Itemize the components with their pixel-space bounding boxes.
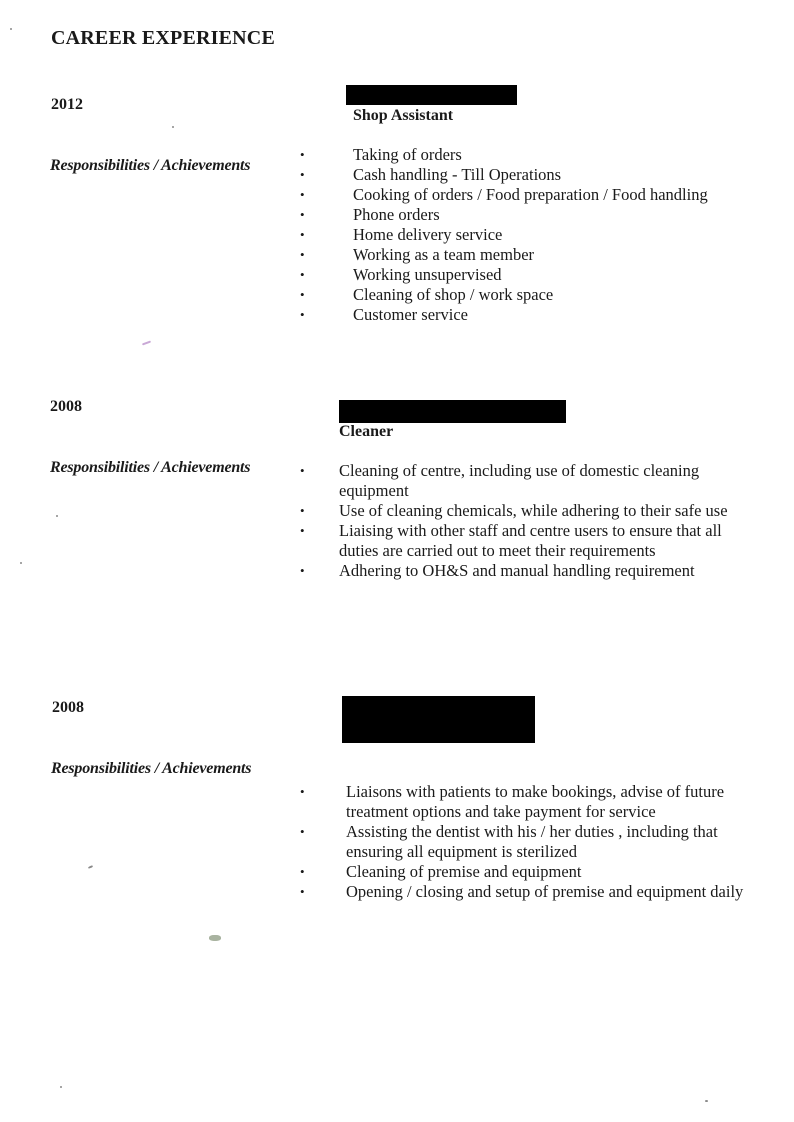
- scan-speck: [88, 865, 93, 869]
- duty-text: Cleaning of centre, including use of domestic cleaning equipment: [339, 461, 700, 500]
- duty-text: Cleaning of shop / work space: [353, 285, 554, 304]
- bullet-icon: •: [300, 287, 305, 302]
- bullet-icon: •: [300, 167, 305, 182]
- job-2-duties-list: [300, 461, 754, 581]
- job-2-year: 2008: [50, 398, 82, 415]
- duty-text: Adhering to OH&S and manual handling requirement: [339, 561, 695, 580]
- list-item: [300, 782, 774, 822]
- list-item: [300, 265, 773, 285]
- duty-text: Working unsupervised: [353, 265, 502, 284]
- list-item: [300, 561, 754, 581]
- scan-speck: [60, 1086, 62, 1088]
- list-item: [300, 461, 754, 501]
- bullet-icon: •: [300, 207, 305, 222]
- page-title: CAREER EXPERIENCE: [51, 27, 275, 49]
- bullet-icon: •: [300, 503, 305, 518]
- list-item: [300, 165, 773, 185]
- duty-text: Customer service: [353, 305, 469, 324]
- job-3-year: 2008: [52, 699, 84, 716]
- list-item: [300, 822, 774, 862]
- list-item: [300, 882, 774, 902]
- job-3-employer-redaction: [342, 696, 535, 743]
- duty-text: Opening / closing and setup of premise and equipment daily: [346, 882, 744, 901]
- job-3-duties-list: [300, 782, 774, 902]
- duty-text: Phone orders: [353, 205, 440, 224]
- list-item: [300, 145, 773, 165]
- list-item: [300, 305, 773, 325]
- duty-text: Cleaning of premise and equipment: [346, 862, 582, 881]
- list-item: [300, 285, 773, 305]
- scan-speck: [20, 562, 22, 564]
- scan-speck: [56, 515, 58, 517]
- list-item: [300, 205, 773, 225]
- list-item: [300, 245, 773, 265]
- list-item: [300, 501, 754, 521]
- job-2-responsibilities-label: Responsibilities / Achievements: [50, 459, 251, 476]
- job-1-employer-redaction: [346, 85, 517, 105]
- duty-text: Taking of orders: [353, 145, 462, 164]
- bullet-icon: •: [300, 227, 305, 242]
- job-2-employer-redaction: [339, 400, 566, 423]
- duty-text: Liaisons with patients to make bookings, advise of future treatment options and take payment for service: [346, 782, 725, 821]
- job-3-responsibilities-label: Responsibilities / Achievements: [51, 760, 252, 777]
- job-1-role: Shop Assistant: [353, 107, 454, 124]
- job-1-responsibilities-label: Responsibilities / Achievements: [50, 157, 251, 174]
- duty-text: Assisting the dentist with his / her duties , including that ensuring all equipment is sterilized: [346, 822, 718, 861]
- duty-text: Home delivery service: [353, 225, 503, 244]
- bullet-icon: •: [300, 884, 305, 899]
- scan-speck: [172, 126, 174, 128]
- bullet-icon: •: [300, 247, 305, 262]
- bullet-icon: •: [300, 563, 305, 578]
- bullet-icon: •: [300, 824, 305, 839]
- bullet-icon: •: [300, 187, 305, 202]
- duty-text: Use of cleaning chemicals, while adhering to their safe use: [339, 501, 728, 520]
- scan-speck: [10, 28, 12, 30]
- bullet-icon: •: [300, 523, 305, 538]
- duty-text: Liaising with other staff and centre users to ensure that all duties are carried out to meet their requirements: [339, 521, 722, 560]
- bullet-icon: •: [300, 463, 305, 478]
- scan-speck: [705, 1100, 708, 1102]
- job-1-duties-list: [300, 145, 773, 325]
- scan-speck: [142, 341, 151, 346]
- bullet-icon: •: [300, 864, 305, 879]
- list-item: [300, 862, 774, 882]
- bullet-icon: •: [300, 147, 305, 162]
- list-item: [300, 185, 773, 205]
- bullet-icon: •: [300, 307, 305, 322]
- job-1-year: 2012: [51, 96, 83, 113]
- duty-text: Working as a team member: [353, 245, 535, 264]
- list-item: [300, 225, 773, 245]
- job-2-role: Cleaner: [339, 423, 394, 440]
- duty-text: Cash handling - Till Operations: [353, 165, 562, 184]
- list-item: [300, 521, 754, 561]
- duty-text: Cooking of orders / Food preparation / Food handling: [353, 185, 708, 204]
- bullet-icon: •: [300, 784, 305, 799]
- scan-speck: [209, 935, 221, 941]
- bullet-icon: •: [300, 267, 305, 282]
